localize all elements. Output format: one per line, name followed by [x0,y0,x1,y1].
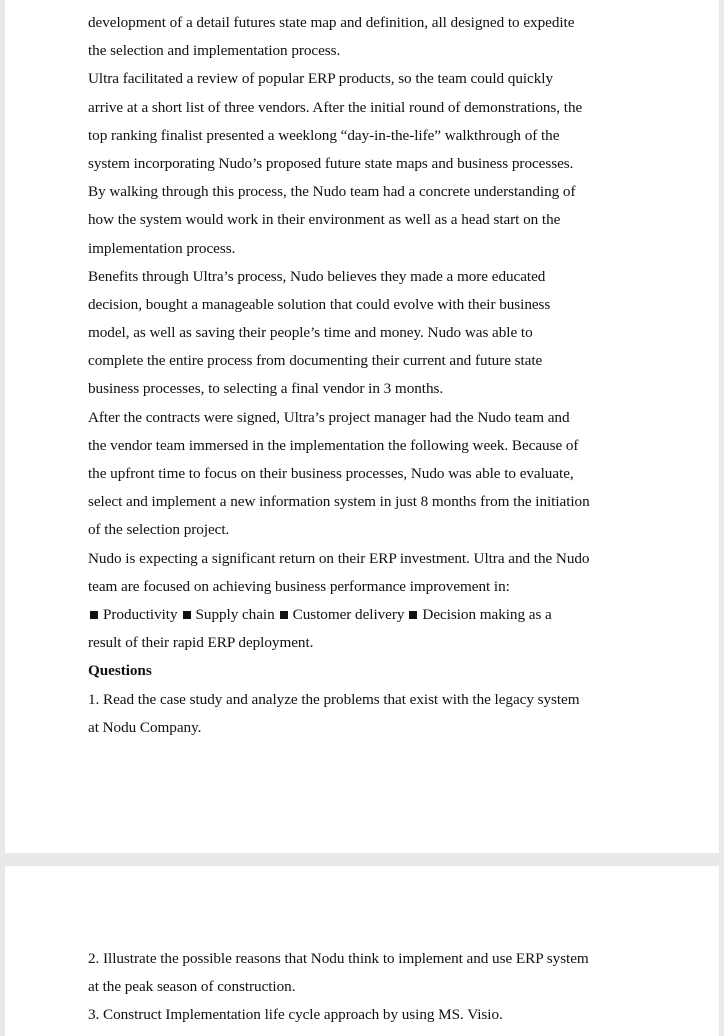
body-line: how the system would work in their environment as well as a head start on the [88,211,561,229]
square-bullet-icon [90,611,98,619]
body-line: system incorporating Nudo’s proposed future state maps and business processes. [88,154,574,172]
bullet-item-productivity: Productivity [103,605,178,623]
body-line: By walking through this process, the Nudo team had a concrete understanding of [88,183,576,201]
body-line: team are focused on achieving business performance improvement in: [88,577,510,595]
bullet-item-customer-delivery: Customer delivery [292,605,405,623]
body-line: After the contracts were signed, Ultra’s project manager had the Nudo team and [88,408,570,426]
question-3-line: 3. Construct Implementation life cycle approach by using MS. Visio. [88,1006,503,1024]
body-line: the vendor team immersed in the implementation the following week. Because of [88,436,579,454]
document-page-2 [5,866,719,1036]
question-2-line: 2. Illustrate the possible reasons that Nodu think to implement and use ERP system [88,950,589,967]
body-line: the upfront time to focus on their business processes, Nudo was able to evaluate, [88,465,574,482]
question-1-line: 1. Read the case study and analyze the problems that exist with the legacy system [88,690,580,708]
bullet-item-decision-making: Decision making as a [422,605,552,623]
body-line: the selection and implementation process. [88,42,341,60]
question-2-line: at the peak season of construction. [88,978,296,996]
square-bullet-icon [183,611,191,619]
questions-heading: Questions [88,662,152,680]
page-2-body-text [88,945,658,1030]
page-1-body-text [88,9,658,742]
body-line: decision, bought a manageable solution that could evolve with their business [88,295,551,313]
body-line: development of a detail futures state map and definition, all designed to expedite [88,14,575,31]
document-page-1 [5,0,719,853]
body-line: arrive at a short list of three vendors. After the initial round of demonstrations, the [88,98,583,116]
body-line: select and implement a new information system in just 8 months from the initiation [88,493,590,511]
bullet-continuation-line: result of their rapid ERP deployment. [88,634,314,652]
body-line: model, as well as saving their people’s time and money. Nudo was able to [88,324,533,342]
body-line: of the selection project. [88,521,230,539]
square-bullet-icon [409,611,417,619]
body-line: complete the entire process from documenting their current and future state [88,352,543,370]
question-1-line: at Nodu Company. [88,718,202,736]
body-line: business processes, to selecting a final vendor in 3 months. [88,380,444,398]
body-line: Ultra facilitated a review of popular ERP products, so the team could quickly [88,70,553,88]
body-line: Benefits through Ultra’s process, Nudo believes they made a more educated [88,267,546,285]
body-line: Nudo is expecting a significant return on their ERP investment. Ultra and the Nudo [88,549,590,567]
bullet-item-supply-chain: Supply chain [195,605,275,623]
body-line: implementation process. [88,239,236,257]
bullet-list-line [88,601,658,629]
square-bullet-icon [280,611,288,619]
body-line: top ranking finalist presented a weeklong “day-in-the-life” walkthrough of the [88,126,560,144]
